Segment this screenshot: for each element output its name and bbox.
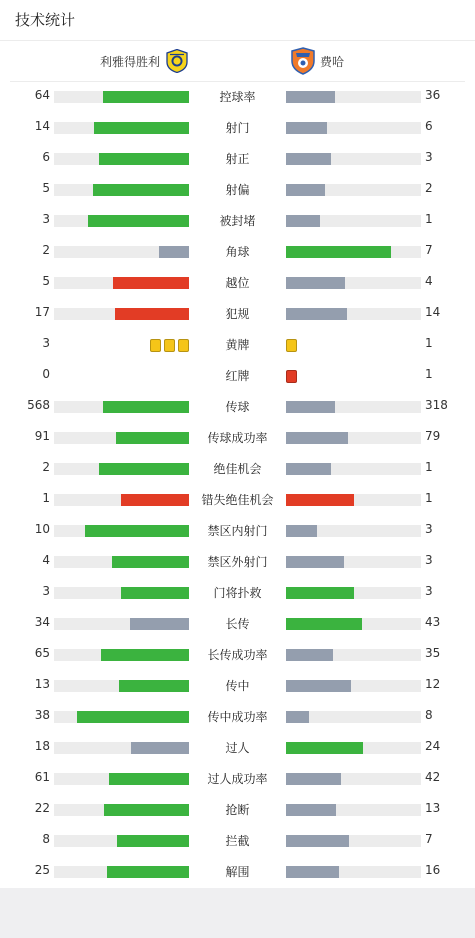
away-bar-fill xyxy=(286,153,331,165)
away-value: 79 xyxy=(425,429,441,443)
home-bar-track xyxy=(54,742,189,754)
away-value: 35 xyxy=(425,646,441,660)
stat-label: 绝佳机会 xyxy=(213,462,262,476)
away-value: 14 xyxy=(425,305,441,319)
away-bar-fill xyxy=(286,184,325,196)
away-value: 1 xyxy=(425,491,433,505)
away-bar-fill xyxy=(286,122,327,134)
home-value: 2 xyxy=(42,243,50,257)
home-bar-track xyxy=(54,556,189,568)
page-title: 技术统计 xyxy=(15,11,76,29)
home-team-name: 利雅得胜利 xyxy=(99,54,160,69)
home-bar-fill xyxy=(109,773,189,785)
home-bar-fill xyxy=(112,556,189,568)
away-value: 2 xyxy=(425,181,433,195)
away-value: 1 xyxy=(425,212,433,226)
away-value: 7 xyxy=(425,832,433,846)
home-bar-track xyxy=(54,153,189,165)
home-value: 64 xyxy=(34,88,50,102)
stat-label: 拦截 xyxy=(225,834,250,848)
away-bar-track xyxy=(286,680,421,692)
home-bar-track xyxy=(54,494,189,506)
away-bar-fill xyxy=(286,246,391,258)
home-bar-track xyxy=(54,215,189,227)
home-value: 8 xyxy=(42,832,50,846)
home-value: 1 xyxy=(42,491,50,505)
home-bar-track xyxy=(54,711,189,723)
stat-row xyxy=(0,516,475,547)
away-bar-track xyxy=(286,215,421,227)
stat-label: 越位 xyxy=(225,276,250,290)
stat-row xyxy=(0,764,475,795)
away-bar-fill xyxy=(286,680,351,692)
home-bar-fill xyxy=(101,649,189,661)
home-bar-fill xyxy=(103,91,189,103)
stat-label: 过人成功率 xyxy=(207,772,268,786)
away-bar-track xyxy=(286,308,421,320)
away-bar-track xyxy=(286,184,421,196)
away-value: 3 xyxy=(425,522,433,536)
away-value: 4 xyxy=(425,274,433,288)
stat-row xyxy=(0,795,475,826)
home-bar-track xyxy=(54,277,189,289)
away-value: 1 xyxy=(425,336,433,350)
home-bar-fill xyxy=(77,711,189,723)
away-bar-track xyxy=(286,835,421,847)
home-bar-track xyxy=(54,184,189,196)
stat-row xyxy=(0,82,475,113)
away-bar-fill xyxy=(286,525,317,537)
home-bar-track xyxy=(54,773,189,785)
away-bar-track xyxy=(286,804,421,816)
home-bar-fill xyxy=(104,804,189,816)
teams-header xyxy=(0,41,475,81)
home-bar-track xyxy=(54,525,189,537)
home-value: 65 xyxy=(34,646,50,660)
home-bar-track xyxy=(54,587,189,599)
home-value: 18 xyxy=(34,739,50,753)
home-bar-fill xyxy=(113,277,189,289)
away-bar-track xyxy=(286,463,421,475)
away-team-name: 费哈 xyxy=(320,54,345,69)
stat-row xyxy=(0,702,475,733)
home-value: 13 xyxy=(34,677,50,691)
home-value: 4 xyxy=(42,553,50,567)
away-bar-fill xyxy=(286,649,333,661)
away-value: 8 xyxy=(425,708,433,722)
home-value: 2 xyxy=(42,460,50,474)
stat-row xyxy=(0,144,475,175)
stat-row xyxy=(0,268,475,299)
home-bar-fill xyxy=(85,525,189,537)
away-value: 16 xyxy=(425,863,441,877)
home-bar-track xyxy=(54,680,189,692)
home-bar-track xyxy=(54,122,189,134)
away-bar-fill xyxy=(286,556,344,568)
away-value: 1 xyxy=(425,367,433,381)
yellow-card-icon xyxy=(178,339,189,352)
home-bar-fill xyxy=(131,742,189,754)
away-value: 6 xyxy=(425,119,433,133)
stat-row xyxy=(0,299,475,330)
home-bar-track xyxy=(54,401,189,413)
away-bar-track xyxy=(286,246,421,258)
stat-row xyxy=(0,330,475,361)
stat-label: 长传 xyxy=(225,617,250,631)
away-value: 3 xyxy=(425,584,433,598)
away-value: 36 xyxy=(425,88,441,102)
home-value: 3 xyxy=(42,212,50,226)
stat-row xyxy=(0,392,475,423)
away-bar-fill xyxy=(286,618,362,630)
home-bar-fill xyxy=(116,432,189,444)
away-value: 318 xyxy=(425,398,448,412)
home-value: 91 xyxy=(34,429,50,443)
away-value: 13 xyxy=(425,801,441,815)
stat-label: 门将扑救 xyxy=(213,586,262,600)
away-value: 3 xyxy=(425,150,433,164)
away-bar-track xyxy=(286,866,421,878)
away-cards xyxy=(286,370,421,383)
home-bar-track xyxy=(54,649,189,661)
home-value: 10 xyxy=(34,522,50,536)
home-bar-fill xyxy=(130,618,189,630)
home-value: 14 xyxy=(34,119,50,133)
away-value: 42 xyxy=(425,770,441,784)
stat-row xyxy=(0,547,475,578)
stat-label: 禁区外射门 xyxy=(207,555,268,569)
home-value: 3 xyxy=(42,336,50,350)
stat-label: 错失绝佳机会 xyxy=(201,493,274,507)
home-bar-fill xyxy=(94,122,189,134)
home-cards xyxy=(54,339,189,352)
away-team xyxy=(290,47,344,75)
al-nassr-crest-icon xyxy=(166,49,188,73)
away-bar-track xyxy=(286,153,421,165)
away-bar-fill xyxy=(286,463,331,475)
away-bar-track xyxy=(286,587,421,599)
home-bar-track xyxy=(54,91,189,103)
away-bar-fill xyxy=(286,587,354,599)
stat-row xyxy=(0,857,475,888)
home-value: 22 xyxy=(34,801,50,815)
stat-row xyxy=(0,454,475,485)
stat-label: 过人 xyxy=(225,741,250,755)
stat-row xyxy=(0,578,475,609)
stat-row xyxy=(0,113,475,144)
stat-row xyxy=(0,733,475,764)
away-bar-track xyxy=(286,773,421,785)
stat-label: 被封堵 xyxy=(219,214,256,228)
stat-row xyxy=(0,361,475,392)
away-bar-track xyxy=(286,122,421,134)
home-cards xyxy=(54,370,189,383)
away-bar-track xyxy=(286,711,421,723)
stat-row xyxy=(0,175,475,206)
away-value: 24 xyxy=(425,739,441,753)
home-value: 38 xyxy=(34,708,50,722)
stats-list xyxy=(0,82,475,888)
home-bar-fill xyxy=(117,835,189,847)
stat-row xyxy=(0,671,475,702)
home-bar-fill xyxy=(121,494,189,506)
away-bar-fill xyxy=(286,866,339,878)
stat-label: 射偏 xyxy=(225,183,250,197)
away-bar-track xyxy=(286,649,421,661)
home-bar-fill xyxy=(119,680,189,692)
home-value: 25 xyxy=(34,863,50,877)
stat-row xyxy=(0,206,475,237)
away-value: 12 xyxy=(425,677,441,691)
stat-label: 射正 xyxy=(225,152,250,166)
yellow-card-icon xyxy=(164,339,175,352)
home-bar-track xyxy=(54,618,189,630)
stat-label: 传球成功率 xyxy=(207,431,268,445)
away-bar-fill xyxy=(286,494,354,506)
stat-label: 红牌 xyxy=(225,369,250,383)
away-bar-fill xyxy=(286,742,363,754)
stat-label: 角球 xyxy=(225,245,250,259)
away-bar-fill xyxy=(286,432,348,444)
home-bar-fill xyxy=(93,184,189,196)
stat-row xyxy=(0,423,475,454)
stat-row xyxy=(0,826,475,857)
stat-label: 犯规 xyxy=(225,307,250,321)
home-bar-fill xyxy=(99,463,189,475)
stat-label: 长传成功率 xyxy=(207,648,268,662)
stat-label: 传中 xyxy=(225,679,250,693)
away-cards xyxy=(286,339,421,352)
home-value: 34 xyxy=(34,615,50,629)
stat-label: 射门 xyxy=(225,121,250,135)
home-value: 5 xyxy=(42,274,50,288)
stat-label: 解围 xyxy=(225,865,250,879)
home-value: 61 xyxy=(34,770,50,784)
away-bar-fill xyxy=(286,308,347,320)
away-value: 7 xyxy=(425,243,433,257)
home-value: 3 xyxy=(42,584,50,598)
home-bar-fill xyxy=(99,153,189,165)
away-bar-track xyxy=(286,525,421,537)
red-card-icon xyxy=(286,370,297,383)
home-value: 6 xyxy=(42,150,50,164)
away-bar-track xyxy=(286,494,421,506)
stat-row xyxy=(0,640,475,671)
home-bar-track xyxy=(54,804,189,816)
home-team xyxy=(100,49,188,73)
away-bar-fill xyxy=(286,401,335,413)
yellow-card-icon xyxy=(150,339,161,352)
home-value: 17 xyxy=(34,305,50,319)
away-bar-track xyxy=(286,432,421,444)
home-value: 0 xyxy=(42,367,50,381)
away-bar-fill xyxy=(286,711,309,723)
home-bar-fill xyxy=(121,587,189,599)
away-bar-fill xyxy=(286,835,349,847)
away-bar-track xyxy=(286,277,421,289)
away-bar-fill xyxy=(286,91,335,103)
home-bar-track xyxy=(54,246,189,258)
home-bar-fill xyxy=(107,866,189,878)
home-value: 5 xyxy=(42,181,50,195)
home-bar-track xyxy=(54,432,189,444)
away-bar-fill xyxy=(286,773,341,785)
stat-label: 传球 xyxy=(225,400,250,414)
away-bar-track xyxy=(286,401,421,413)
away-value: 1 xyxy=(425,460,433,474)
home-value: 568 xyxy=(27,398,50,412)
home-bar-fill xyxy=(115,308,189,320)
home-bar-fill xyxy=(159,246,189,258)
home-bar-track xyxy=(54,835,189,847)
away-bar-track xyxy=(286,618,421,630)
home-bar-track xyxy=(54,866,189,878)
away-bar-track xyxy=(286,91,421,103)
home-bar-track xyxy=(54,308,189,320)
away-bar-fill xyxy=(286,215,320,227)
away-bar-fill xyxy=(286,804,336,816)
yellow-card-icon xyxy=(286,339,297,352)
stat-row xyxy=(0,237,475,268)
away-bar-track xyxy=(286,556,421,568)
stat-label: 传中成功率 xyxy=(207,710,268,724)
away-bar-track xyxy=(286,742,421,754)
home-bar-fill xyxy=(88,215,189,227)
stat-label: 禁区内射门 xyxy=(207,524,268,538)
away-bar-fill xyxy=(286,277,345,289)
away-value: 43 xyxy=(425,615,441,629)
al-feiha-crest-icon xyxy=(290,47,316,75)
home-bar-track xyxy=(54,463,189,475)
stat-row xyxy=(0,609,475,640)
stat-label: 控球率 xyxy=(219,90,256,104)
stat-label: 抢断 xyxy=(225,803,250,817)
away-value: 3 xyxy=(425,553,433,567)
stat-label: 黄牌 xyxy=(225,338,250,352)
stat-row xyxy=(0,485,475,516)
home-bar-fill xyxy=(103,401,189,413)
